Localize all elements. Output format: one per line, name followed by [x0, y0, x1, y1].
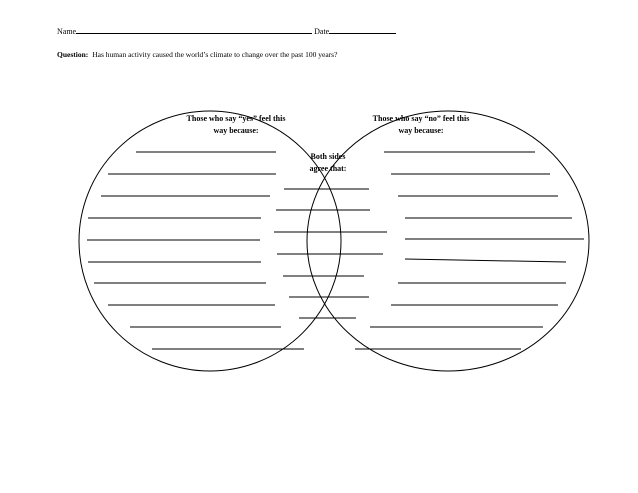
left-writing-lines [87, 152, 304, 349]
name-label: Name [57, 27, 77, 36]
right-writing-lines [355, 152, 584, 349]
left-circle [79, 111, 341, 371]
right-title-line2: way because: [398, 126, 444, 135]
right-circle [307, 111, 589, 371]
question-label: Question: [57, 50, 89, 59]
left-title-line2: way because: [213, 126, 259, 135]
right-title-line1: Those who say “no” feel this [372, 114, 470, 123]
center-writing-lines [274, 189, 387, 318]
question-text: Has human activity caused the world’s climate to change over the past 100 years? [92, 50, 338, 59]
date-label: Date [314, 27, 330, 36]
left-title-line1: Those who say “yes” feel this [186, 114, 286, 123]
center-title-line2: agree that: [309, 164, 347, 173]
center-title-line1: Both sides [310, 152, 346, 161]
writing-line[interactable] [405, 259, 566, 262]
